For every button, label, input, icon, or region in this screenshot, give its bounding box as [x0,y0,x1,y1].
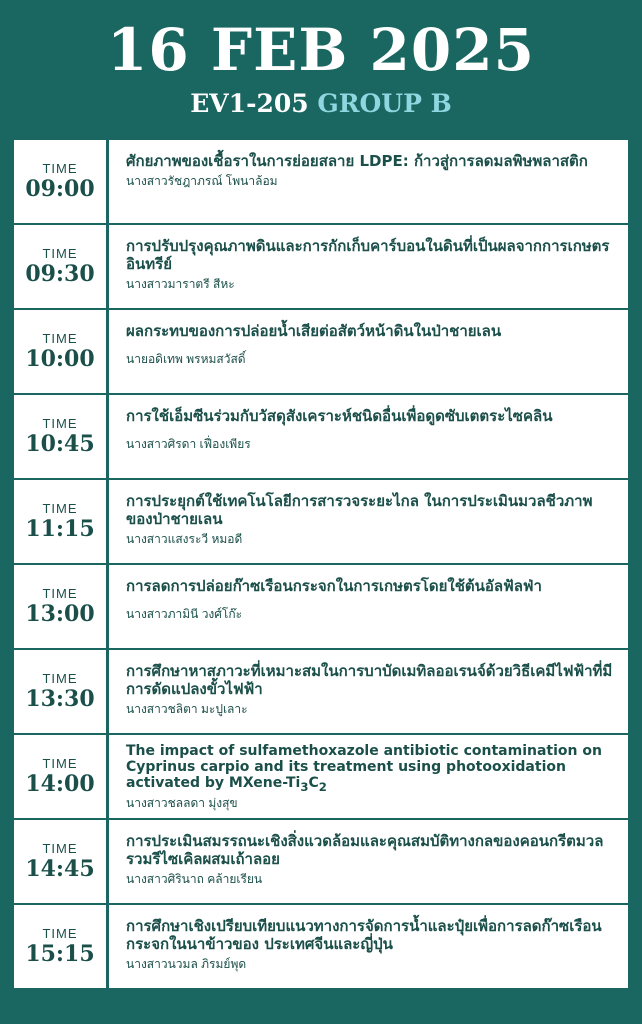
presenter-name: นางสาวมาราตรี สีหะ [126,277,235,291]
talk-title-carbon: C [308,775,319,791]
time-value: 10:00 [25,346,95,372]
time-value: 13:00 [25,601,95,627]
schedule-row [14,650,628,733]
time-box [14,650,106,733]
time-value: 14:00 [25,771,95,797]
presenter-name: นางสาวชลิตา มะปูเลาะ [126,702,248,716]
talk-box [109,905,628,988]
schedule-row [14,735,628,818]
talk-box [109,480,628,563]
time-label: TIME [42,756,78,771]
time-label: TIME [42,416,78,431]
talk-box [109,735,628,818]
presenter-name: นางสาวนวมล ภิรมย์พุด [126,957,247,971]
time-value: 13:30 [25,686,95,712]
talk-title [126,743,614,795]
time-box [14,310,106,393]
schedule-row [14,905,628,988]
time-box [14,565,106,648]
time-value: 11:15 [25,516,95,542]
schedule-row [14,225,628,308]
presenter-name: นางสาวรัชฎาภรณ์ โพนาล้อม [126,174,278,188]
talk-title-text: The impact of sulfamethoxazole antibiotic contamination on Cyprinus carpio and its treatment using photooxidation activated by MXene-Ti [126,743,602,791]
talk-box [109,820,628,903]
time-label: TIME [42,841,78,856]
talk-title: การศึกษาเชิงเปรียบเทียบแนวทางการจัดการน้ำและปุ๋ยเพื่อการลดก๊าซเรือนกระจกในนาข้าวของ ประเทศจีนและญี่ปุ่น [126,917,602,953]
talk-box [109,650,628,733]
talk-title: การปรับปรุงคุณภาพดินและการกักเก็บคาร์บอนในดินที่เป็นผลจากการเกษตรอินทรีย์ [126,237,610,273]
group-label: GROUP B [317,89,452,118]
time-label: TIME [42,586,78,601]
time-box [14,140,106,223]
talk-box [109,140,628,223]
talk-title: การประเมินสมรรถนะเชิงสิ่งแวดล้อมและคุณสมบัติทางกลของคอนกรีตมวลรวมรีไซเคิลผสมเถ้าลอย [126,832,604,868]
talk-title: การประยุกต์ใช้เทคโนโลยีการสารวจระยะไกล ในการประเมินมวลชีวภาพของป่าชายเลน [126,492,593,528]
event-date: 16 FEB 2025 [107,16,535,84]
talk-box [109,565,628,648]
time-value: 09:00 [25,176,95,202]
time-box [14,820,106,903]
header [0,0,642,118]
time-box [14,905,106,988]
time-value: 09:30 [25,261,95,287]
talk-title: การลดการปล่อยก๊าซเรือนกระจกในการเกษตรโดยใช้ต้นอัลฟัลฟ่า [126,577,542,595]
subscript-2: 2 [318,779,327,794]
presenter-name: นางสาวชลลดา มุ่งสุข [126,795,238,810]
talk-box [109,225,628,308]
time-box [14,480,106,563]
schedule-row [14,395,628,478]
time-label: TIME [42,246,78,261]
time-box [14,225,106,308]
talk-title: ศักยภาพของเชื้อราในการย่อยสลาย LDPE: ก้าวสู่การลดมลพิษพลาสติก [126,152,588,170]
presenter-name: นางสาวแสงระวี หมอดี [126,532,243,546]
time-label: TIME [42,926,78,941]
talk-title: ผลกระทบของการปล่อยน้ำเสียต่อสัตว์หน้าดินในป่าชายเลน [126,322,502,340]
talk-box [109,395,628,478]
room-label: EV1-205 [190,89,309,118]
talk-title: การใช้เอ็มซีนร่วมกับวัสดุสังเคราะห์ชนิดอื่นเพื่อดูดซับเตตระไซคลิน [126,407,553,425]
time-label: TIME [42,331,78,346]
time-value: 15:15 [25,941,95,967]
schedule-row [14,140,628,223]
presenter-name: นางสาวศิรดา เฟื่องเพียร [126,437,251,451]
schedule-list [14,140,628,990]
talk-title: การศึกษาหาสภาวะที่เหมาะสมในการบาบัดเมทิลออเรนจ์ด้วยวิธีเคมีไฟฟ้าที่มีการดัดแปลงขั้วไฟฟ้า [126,662,613,698]
subscript-3: 3 [300,779,309,794]
time-label: TIME [42,671,78,686]
time-value: 10:45 [25,431,95,457]
room-group-title [0,90,642,118]
schedule-row [14,480,628,563]
talk-box [109,310,628,393]
presenter-name: นางสาวศิรินาถ คล้ายเรียน [126,872,263,886]
time-box [14,735,106,818]
time-value: 14:45 [25,856,95,882]
presenter-name: นางสาวภามินี วงศ์โก๊ะ [126,607,243,621]
time-label: TIME [42,501,78,516]
schedule-row [14,310,628,393]
time-label: TIME [42,161,78,176]
schedule-row [14,820,628,903]
time-box [14,395,106,478]
presenter-name: นายอดิเทพ พรหมสวัสดิ์ [126,352,246,366]
schedule-row [14,565,628,648]
